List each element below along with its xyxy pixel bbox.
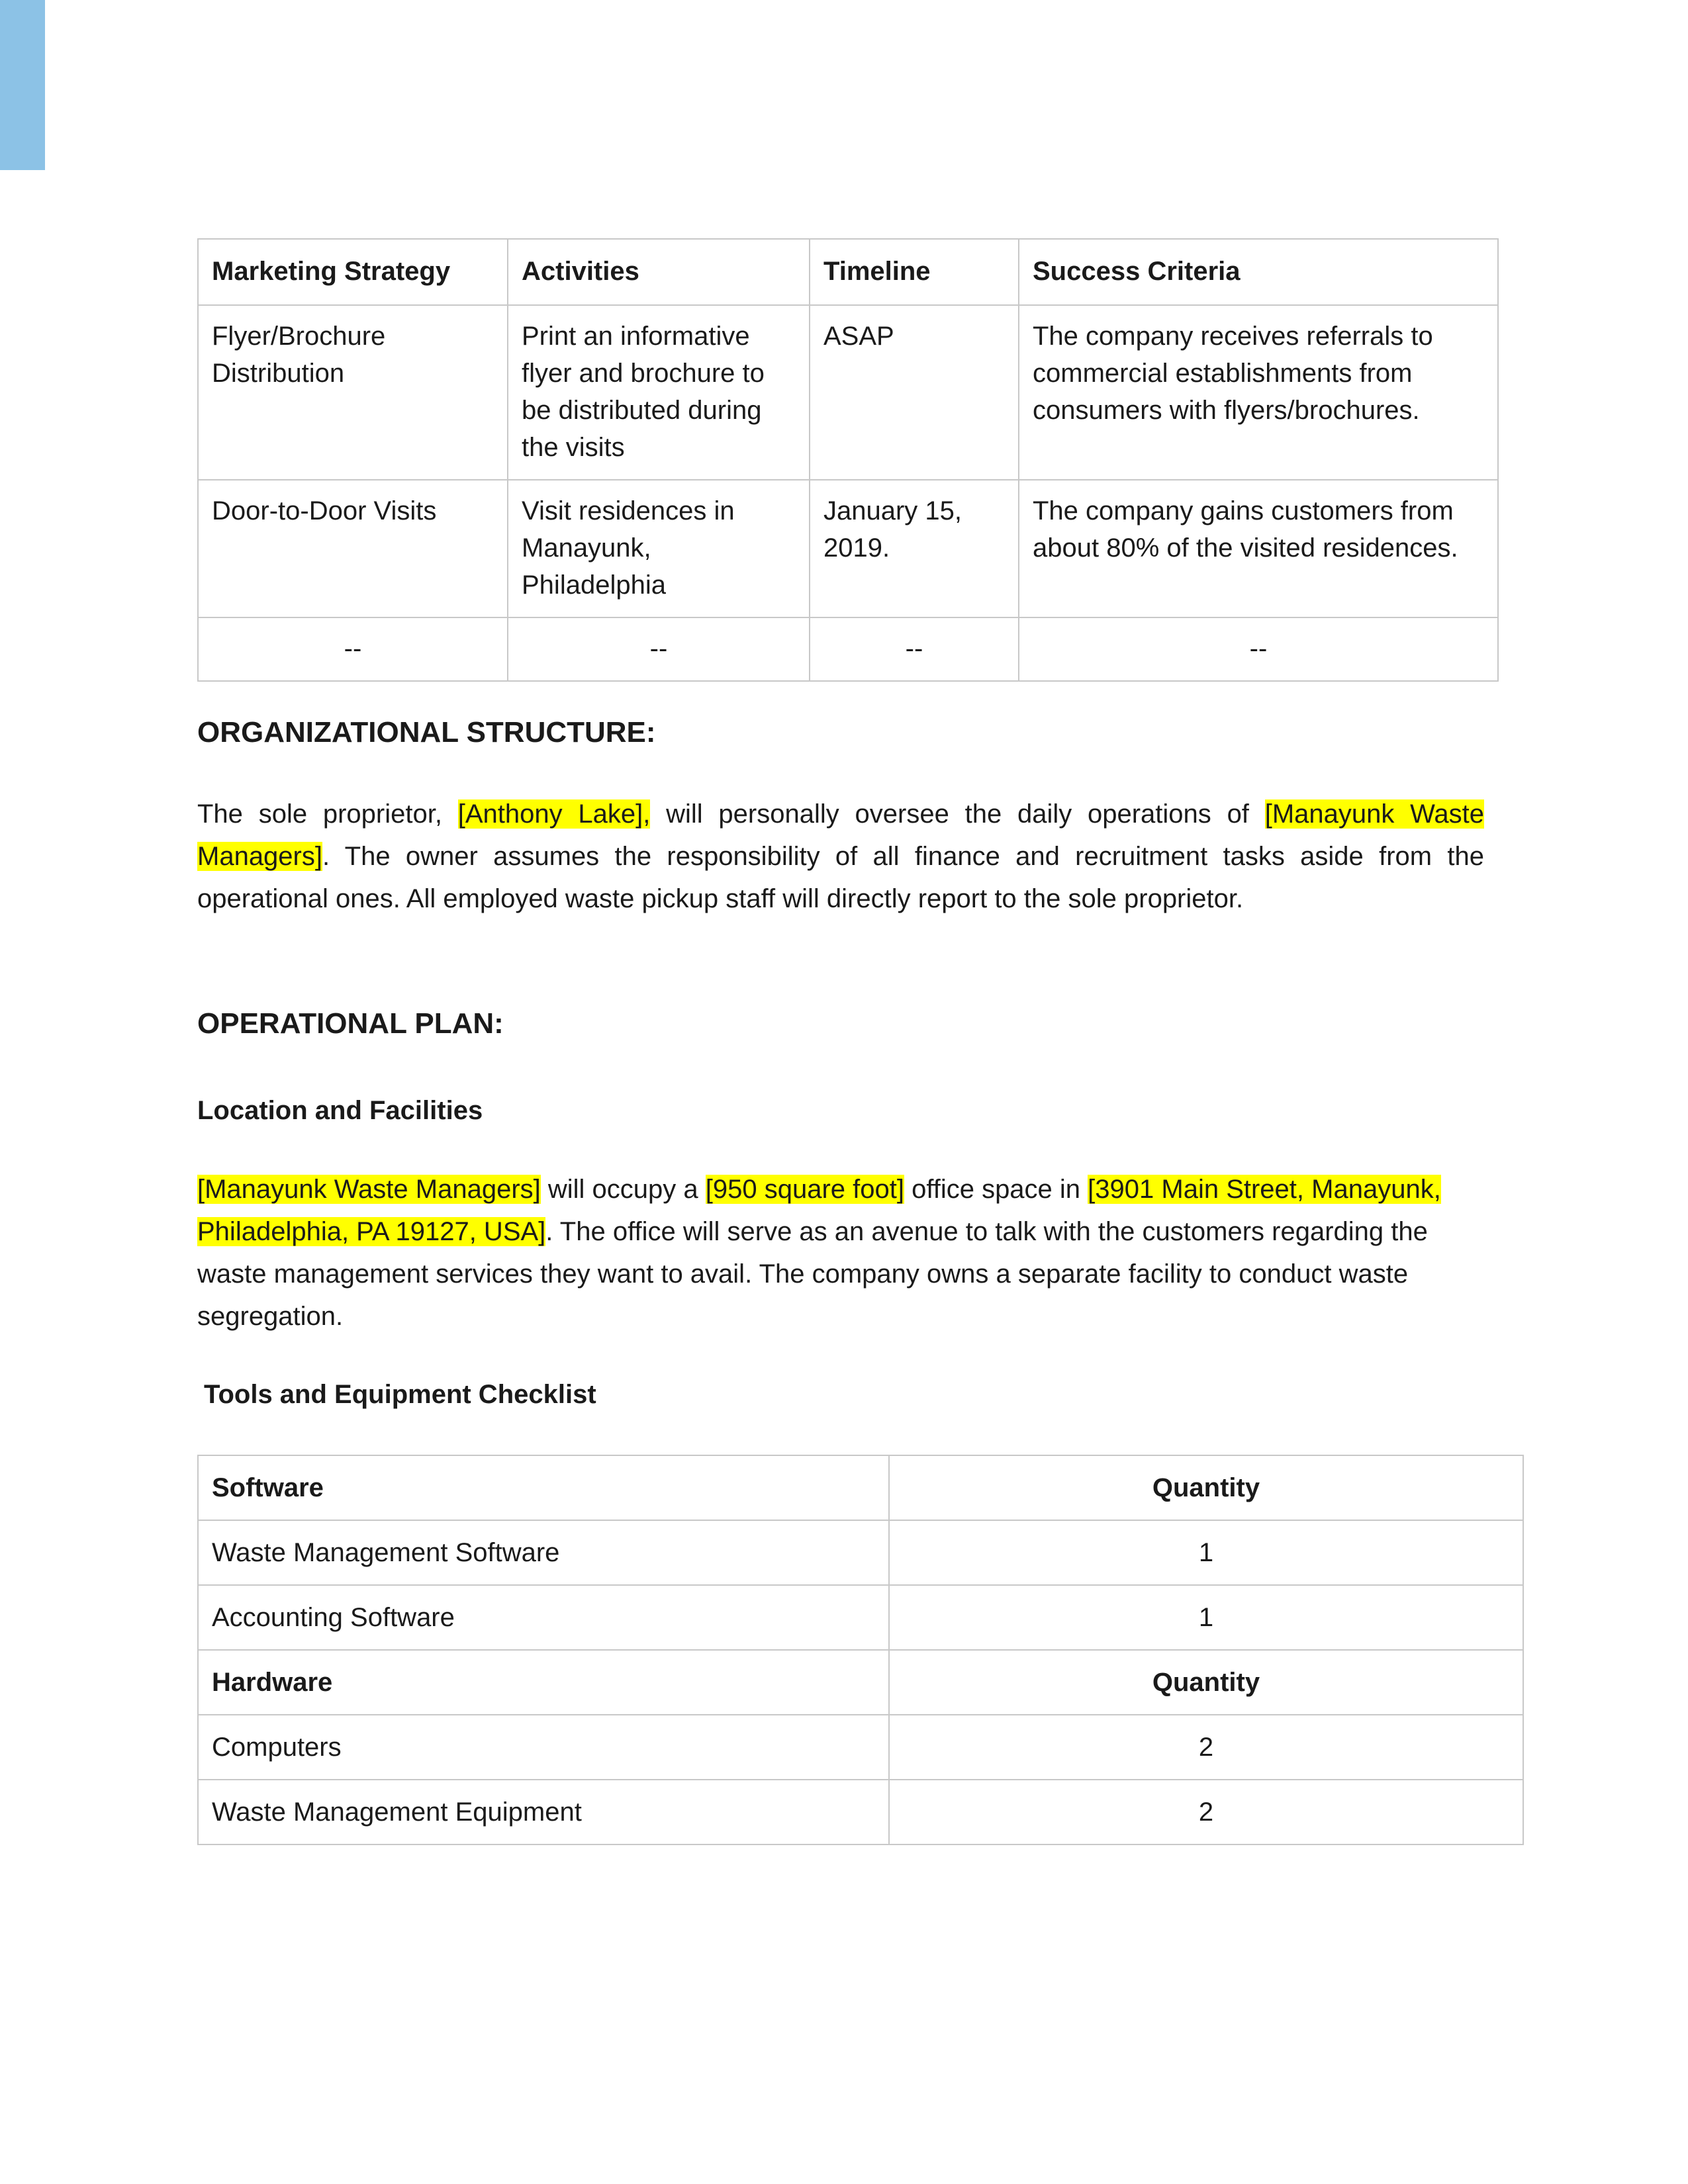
- highlighted-company-name: [Manayunk Waste Managers]: [197, 1175, 541, 1204]
- equipment-table: [197, 1455, 1524, 1845]
- header-hardware: Hardware: [198, 1650, 889, 1715]
- location-paragraph: [197, 1168, 1484, 1338]
- table-cell: Waste Management Equipment: [198, 1780, 889, 1844]
- tools-equipment-heading: Tools and Equipment Checklist: [204, 1380, 596, 1409]
- table-cell: Waste Management Software: [198, 1520, 889, 1585]
- page-accent-bar: [0, 0, 45, 170]
- highlighted-owner-name: [Anthony Lake],: [457, 799, 651, 829]
- table-cell: Accounting Software: [198, 1585, 889, 1650]
- paragraph-text: will personally oversee the daily operations of: [650, 799, 1265, 829]
- table-header-row: [198, 1455, 1523, 1520]
- table-cell: ASAP: [810, 305, 1019, 480]
- table-cell: The company receives referrals to commercial establishments from consumers with flyers/brochures.: [1019, 305, 1498, 480]
- header-marketing-strategy: Marketing Strategy: [198, 239, 508, 305]
- table-row: [198, 617, 1498, 681]
- table-cell: 2: [889, 1715, 1523, 1780]
- table-row: [198, 480, 1498, 617]
- table-cell: --: [1019, 617, 1498, 681]
- table-cell: --: [508, 617, 810, 681]
- table-row: [198, 305, 1498, 480]
- table-cell: Print an informative flyer and brochure to be distributed during the visits: [508, 305, 810, 480]
- paragraph-text: . The owner assumes the responsibility of all finance and recruitment tasks aside from the operational ones. All employed waste pickup staff will directly report to the sole proprietor.: [197, 842, 1484, 913]
- table-row: [198, 1585, 1523, 1650]
- table-row: [198, 1780, 1523, 1844]
- paragraph-text: will occupy a: [540, 1175, 706, 1204]
- table-header-row: [198, 1650, 1523, 1715]
- table-cell: Visit residences in Manayunk, Philadelphia: [508, 480, 810, 617]
- header-activities: Activities: [508, 239, 810, 305]
- table-cell: The company gains customers from about 80% of the visited residences.: [1019, 480, 1498, 617]
- marketing-strategy-table: [197, 238, 1499, 682]
- table-cell: 1: [889, 1585, 1523, 1650]
- page-content: [197, 238, 1512, 1845]
- header-software: Software: [198, 1455, 889, 1520]
- operational-plan-heading: OPERATIONAL PLAN:: [197, 1007, 504, 1040]
- table-row: [198, 1520, 1523, 1585]
- header-quantity: Quantity: [889, 1650, 1523, 1715]
- paragraph-text: The sole proprietor,: [197, 799, 458, 829]
- table-cell: Computers: [198, 1715, 889, 1780]
- table-cell: 2: [889, 1780, 1523, 1844]
- table-cell: January 15, 2019.: [810, 480, 1019, 617]
- highlighted-company-name: [Manayunk Waste Managers]: [197, 799, 1485, 871]
- header-success-criteria: Success Criteria: [1019, 239, 1498, 305]
- table-cell: Flyer/Brochure Distribution: [198, 305, 508, 480]
- location-facilities-heading: Location and Facilities: [197, 1096, 483, 1125]
- table-header-row: [198, 239, 1498, 305]
- table-cell: Door-to-Door Visits: [198, 480, 508, 617]
- table-cell: 1: [889, 1520, 1523, 1585]
- table-cell: --: [810, 617, 1019, 681]
- highlighted-office-size: [950 square foot]: [705, 1175, 904, 1204]
- paragraph-text: office space in: [904, 1175, 1088, 1204]
- organizational-structure-paragraph: [197, 793, 1484, 920]
- highlighted-address: [3901 Main Street, Manayunk, Philadelphia, PA 19127, USA]: [197, 1175, 1441, 1246]
- paragraph-text: . The office will serve as an avenue to talk with the customers regarding the waste management services they want to avail. The company owns a separate facility to conduct waste segregation.: [197, 1217, 1428, 1331]
- table-row: [198, 1715, 1523, 1780]
- header-timeline: Timeline: [810, 239, 1019, 305]
- header-quantity: Quantity: [889, 1455, 1523, 1520]
- table-cell: --: [198, 617, 508, 681]
- organizational-structure-heading: ORGANIZATIONAL STRUCTURE:: [197, 716, 656, 749]
